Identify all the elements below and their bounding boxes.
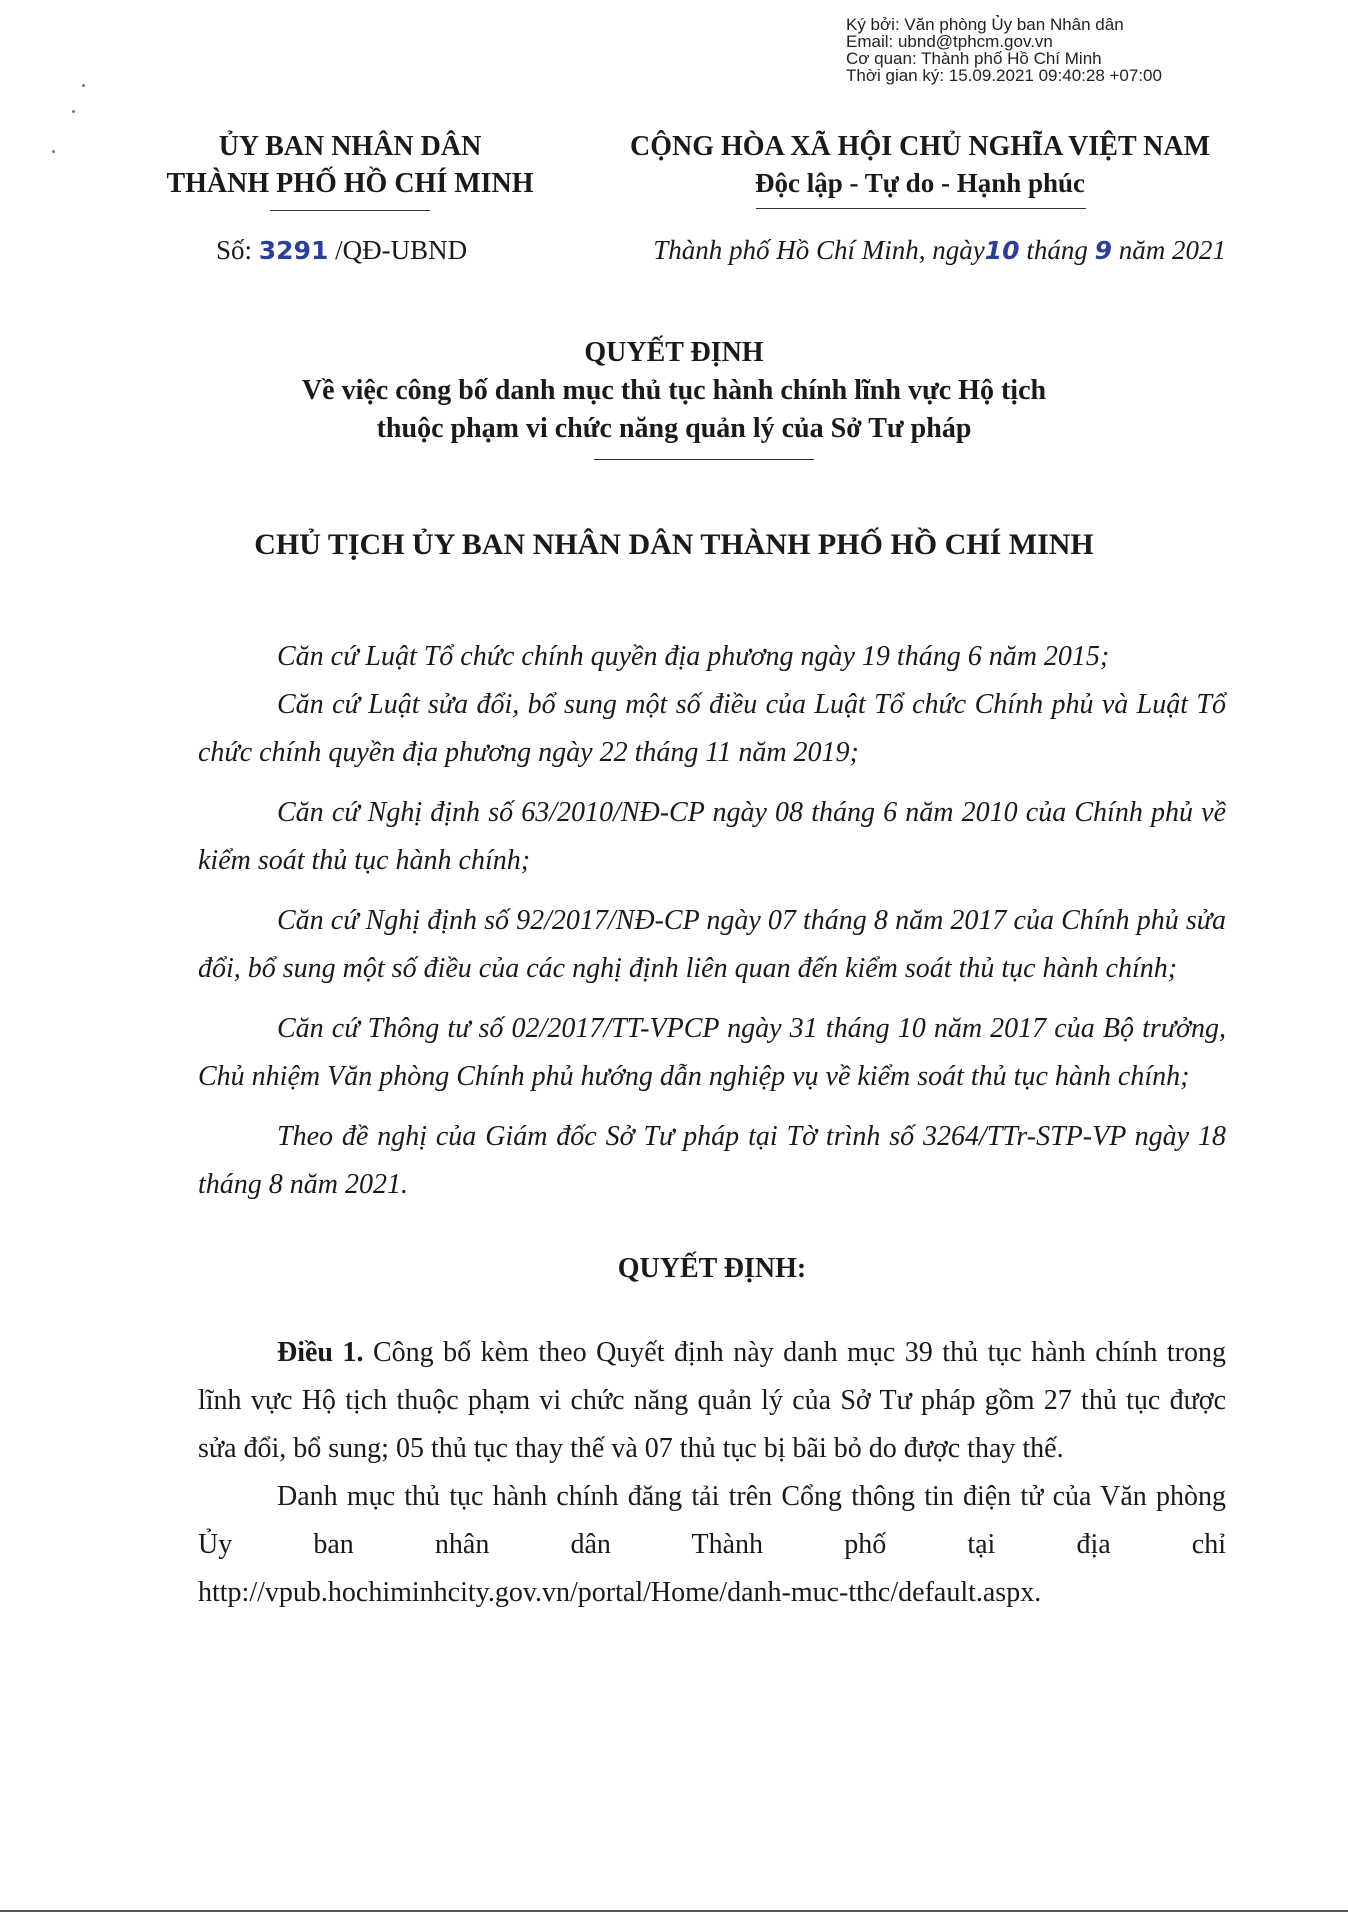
motto-underline (756, 208, 1086, 209)
article-1-label: Điều 1. (277, 1337, 364, 1368)
legal-basis-1: Căn cứ Luật Tổ chức chính quyền địa phương ngày 19 tháng 6 năm 2015; (277, 641, 1110, 672)
so-number-handwritten: 3291 (258, 236, 329, 265)
decision-heading: QUYẾT ĐỊNH: (617, 1253, 807, 1284)
scan-speck (72, 110, 75, 113)
signature-signer: Ký bởi: Văn phòng Ủy ban Nhân dân (846, 15, 1124, 34)
org-line-1: ỦY BAN NHÂN DÂN (218, 131, 482, 162)
legal-basis-2: Căn cứ Luật sửa đổi, bổ sung một số điều của Luật Tổ chức Chính phủ và Luật Tổ chức chính quyền địa phương ngày 22 tháng 11 năm 2019; (198, 689, 1226, 768)
issuing-organization (150, 128, 550, 202)
digital-signature-block (846, 16, 1162, 84)
title-line-2: Về việc công bố danh mục thủ tục hành chính lĩnh vực Hộ tịch (301, 375, 1047, 406)
national-header (590, 128, 1250, 202)
year-label: năm 2021 (1118, 235, 1226, 265)
place-date (653, 232, 1226, 269)
month-label: tháng (1026, 235, 1088, 265)
title-line-3: thuộc phạm vi chức năng quản lý của Sở Tư pháp (376, 413, 972, 444)
so-suffix: /QĐ-UBND (335, 235, 468, 265)
document-number (216, 232, 467, 269)
so-label: Số: (216, 235, 253, 265)
issuing-authority: CHỦ TỊCH ỦY BAN NHÂN DÂN THÀNH PHỐ HỒ CHÍ MINH (254, 528, 1094, 561)
article-1-note: Danh mục thủ tục hành chính đăng tải trên Cổng thông tin điện tử của Văn phòng Ủy ban nhân dân Thành phố tại địa chỉ http://vpub.hochiminhcity.gov.vn/portal/Home/danh-muc-tthc/default.aspx. (198, 1481, 1226, 1608)
title-underline (594, 459, 814, 460)
nation-motto: Độc lập - Tự do - Hạnh phúc (754, 168, 1086, 198)
legal-basis-4: Căn cứ Nghị định số 92/2017/NĐ-CP ngày 07 tháng 8 năm 2017 của Chính phủ sửa đổi, bổ sung một số điều của các nghị định liên quan đến kiểm soát thủ tục hành chính; (198, 905, 1226, 984)
org-line-2: THÀNH PHỐ HỒ CHÍ MINH (166, 168, 534, 199)
legal-basis-3: Căn cứ Nghị định số 63/2010/NĐ-CP ngày 08 tháng 6 năm 2010 của Chính phủ về kiểm soát thủ tục hành chính; (198, 797, 1226, 876)
scan-speck (82, 84, 85, 87)
document-title (150, 334, 1198, 448)
legal-basis-6: Theo đề nghị của Giám đốc Sở Tư pháp tại Tờ trình số 3264/TTr-STP-VP ngày 18 tháng 8 năm 2021. (198, 1121, 1226, 1200)
article-1 (198, 1329, 1226, 1473)
day-handwritten: 10 (984, 236, 1020, 265)
place-prefix: Thành phố Hồ Chí Minh, ngày (653, 235, 985, 265)
signature-email: Email: ubnd@tphcm.gov.vn (846, 32, 1053, 51)
signature-agency: Cơ quan: Thành phố Hồ Chí Minh (846, 49, 1102, 68)
page-bottom-edge (0, 1910, 1348, 1912)
month-handwritten: 9 (1094, 236, 1112, 265)
scan-speck (52, 150, 55, 153)
signature-time: Thời gian ký: 15.09.2021 09:40:28 +07:00 (846, 66, 1162, 85)
org-underline (270, 210, 430, 211)
article-1-text: Công bố kèm theo Quyết định này danh mục 39 thủ tục hành chính trong lĩnh vực Hộ tịch thuộc phạm vi chức năng quản lý của Sở Tư pháp gồm 27 thủ tục được sửa đổi, bổ sung; 05 thủ tục thay thế và 07 thủ tục bị bãi bỏ do được thay thế. (198, 1337, 1227, 1464)
title-line-1: QUYẾT ĐỊNH (584, 337, 764, 368)
document-body (198, 633, 1226, 1617)
legal-basis-5: Căn cứ Thông tư số 02/2017/TT-VPCP ngày 31 tháng 10 năm 2017 của Bộ trưởng, Chủ nhiệm Văn phòng Chính phủ hướng dẫn nghiệp vụ về kiểm soát thủ tục hành chính; (198, 1013, 1226, 1092)
nation-title: CỘNG HÒA XÃ HỘI CHỦ NGHĨA VIỆT NAM (629, 131, 1211, 162)
